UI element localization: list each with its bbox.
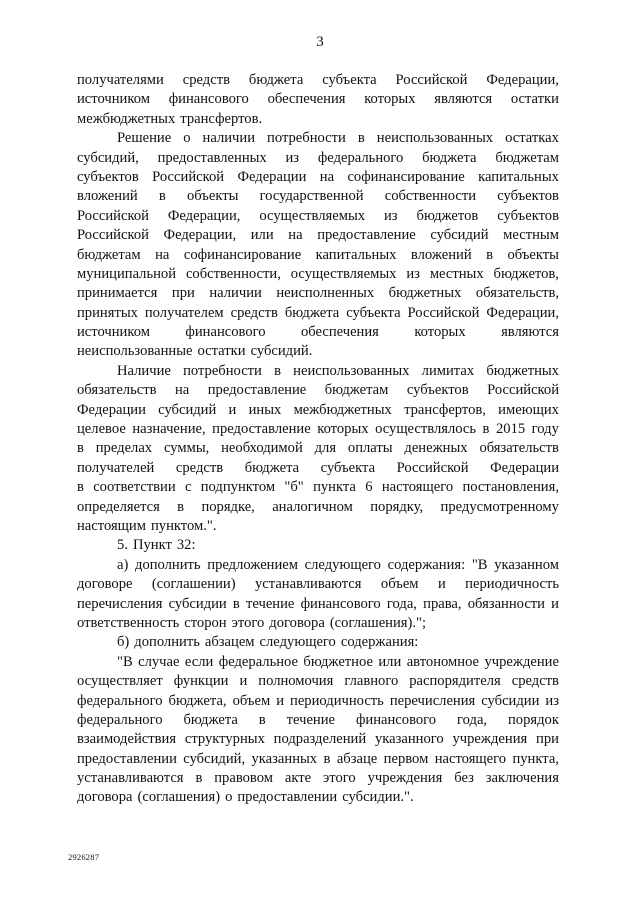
paragraph [77,362,559,537]
text-line: федерального бюджета в течение финансового года, порядок [77,711,559,728]
text-line: взаимодействия структурных подразделений указанного учреждения при [77,731,559,748]
text-line: перечисления субсидии в течение финансового года, права, обязанности и [77,595,559,612]
text-line: ответственность сторон этого договора (соглашения)."; [77,614,427,631]
text-line: Наличие потребности в неиспользованных лимитах бюджетных [117,362,559,379]
text-line: субсидий, предоставленных из федерального бюджета бюджетам [77,149,559,166]
paragraph [77,633,559,652]
page-number: 3 [316,34,324,50]
paragraph [77,129,559,362]
text-line: осуществляет функции и полномочия главного распорядителя средств [77,673,559,690]
text-line: принимается при наличии неисполненных бюджетных обязательств, [77,285,559,302]
text-line: договора (соглашения) о предоставлении субсидии.". [77,789,414,806]
text-line: Российской Федерации, или на предоставление субсидий местным [77,227,559,244]
text-line: муниципальной собственности, осуществляемых из местных бюджетов, [77,265,559,282]
text-line: получателей средств бюджета субъекта Российской Федерации [77,459,559,476]
text-line: межбюджетных трансфертов. [77,110,263,127]
text-line: Решение о наличии потребности в неиспользованных остатках [117,130,559,147]
text-line: а) дополнить предложением следующего содержания: "В указанном [117,556,559,573]
text-line: обязательств на предоставление бюджетам субъектов Российской [77,382,559,399]
text-line: принятых получателем средств бюджета субъекта Российской Федерации, [77,304,559,321]
text-line: получателями средств бюджета субъекта Российской Федерации, [77,72,559,88]
paragraph [77,556,559,634]
document-body [77,71,559,808]
text-line: неиспользованные остатки субсидий. [77,343,313,360]
text-line: вложений в объекты государственной собственности субъектов [77,188,559,205]
text-line: предоставлении субсидий, указанных в абзаце первом настоящего пункта, [77,750,559,767]
text-line: в пределах суммы, необходимой для оплаты денежных обязательств [77,440,559,457]
text-line: настоящим пунктом.". [77,517,217,534]
text-line: определяется в порядке, аналогичном порядку, предусмотренному [77,498,559,515]
paragraph [77,71,559,129]
text-line: устанавливаются в правовом акте этого учреждения без заключения [77,770,559,787]
text-line: в соответствии с подпунктом "б" пункта 6 настоящего постановления, [77,479,559,496]
text-line: источником финансового обеспечения которых являются остатки [77,91,559,108]
text-line: "В случае если федеральное бюджетное или автономное учреждение [117,653,559,670]
text-line: целевое назначение, предоставление которых осуществлялось в 2015 году [77,421,559,438]
text-line: Федерации субсидий и иных межбюджетных трансфертов, имеющих [77,401,559,418]
text-line: договоре (соглашении) устанавливаются объем и периодичность [77,576,559,593]
text-line: 5. Пункт 32: [117,537,196,554]
text-line: источником финансового обеспечения которых являются [77,324,559,341]
text-line: Российской Федерации, осуществляемых из бюджетов субъектов [77,207,559,224]
paragraph [77,653,559,808]
document-id: 2926287 [68,852,100,862]
text-line: субъектов Российской Федерации на софинансирование капитальных [77,168,559,185]
text-line: б) дополнить абзацем следующего содержания: [117,634,419,651]
text-line: федерального бюджета, объем и периодичность перечисления субсидии из [77,692,559,709]
text-line: бюджетам на софинансирование капитальных вложений в объекты [77,246,559,263]
paragraph [77,536,559,555]
